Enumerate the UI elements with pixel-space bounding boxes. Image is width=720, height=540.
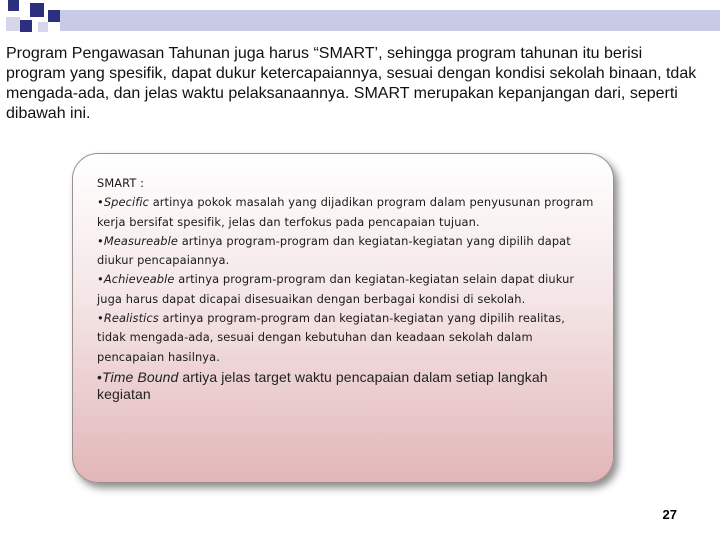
header-bar — [60, 10, 720, 31]
smart-item-measureable — [97, 232, 597, 271]
smart-item-specific — [97, 193, 597, 232]
smart-item-realistics — [97, 309, 597, 367]
bullet: • — [97, 195, 104, 210]
smart-panel-text — [97, 174, 597, 403]
deco-square — [48, 10, 60, 22]
bullet: • — [97, 311, 104, 326]
deco-square — [20, 20, 32, 32]
smart-item-time-bound — [97, 369, 597, 403]
deco-square — [30, 3, 44, 17]
bullet: • — [97, 233, 104, 248]
smart-panel — [72, 153, 614, 483]
deco-square — [38, 22, 48, 32]
term-achieveable: Achieveable — [103, 272, 175, 287]
term-time-bound: Time Bound — [102, 368, 179, 385]
term-measureable: Measureable — [103, 233, 178, 248]
definition-measureable: artinya program-program dan kegiatan-kegiatan yang dipilih dapat diukur pencapaiannya. — [97, 233, 571, 268]
deco-square — [8, 0, 19, 11]
definition-time-bound: artiya jelas target waktu pencapaian dalam setiap langkah kegiatan — [97, 368, 548, 402]
intro-paragraph: Program Pengawasan Tahunan juga harus “SMART’, sehingga program tahunan itu berisi program yang spesifik, dapat dukur ketercapaiannya, sesuai dengan kondisi sekolah binaan, tdak mengada-ada, dan jelas waktu pelaksanaannya. SMART merupakan kepanjangan dari, seperti dibawah ini. — [6, 45, 697, 122]
definition-specific: artinya pokok masalah yang dijadikan program dalam penyusunan program kerja bersifat spesifik, jelas dan terfokus pada pencapaian tujuan. — [97, 195, 594, 229]
bullet: • — [97, 368, 103, 385]
definition-achieveable: artinya program-program dan kegiatan-kegiatan selain dapat diukur juga harus dapat dicapai disesuaikan dengan berbagai kondisi di sekolah. — [97, 272, 575, 306]
bullet: • — [97, 272, 104, 287]
page-number: 27 — [662, 507, 677, 522]
definition-realistics: artinya program-program dan kegiatan-kegiatan yang dipilih realitas, tidak mengada-ada, sesuai dengan kebutuhan dan keadaan sekolah dalam pencapaian hasilnya. — [97, 311, 565, 364]
term-realistics: Realistics — [103, 311, 159, 326]
term-specific: Specific — [103, 195, 149, 210]
smart-item-achieveable — [97, 270, 597, 309]
deco-square — [6, 17, 20, 31]
smart-heading: SMART : — [97, 176, 145, 190]
